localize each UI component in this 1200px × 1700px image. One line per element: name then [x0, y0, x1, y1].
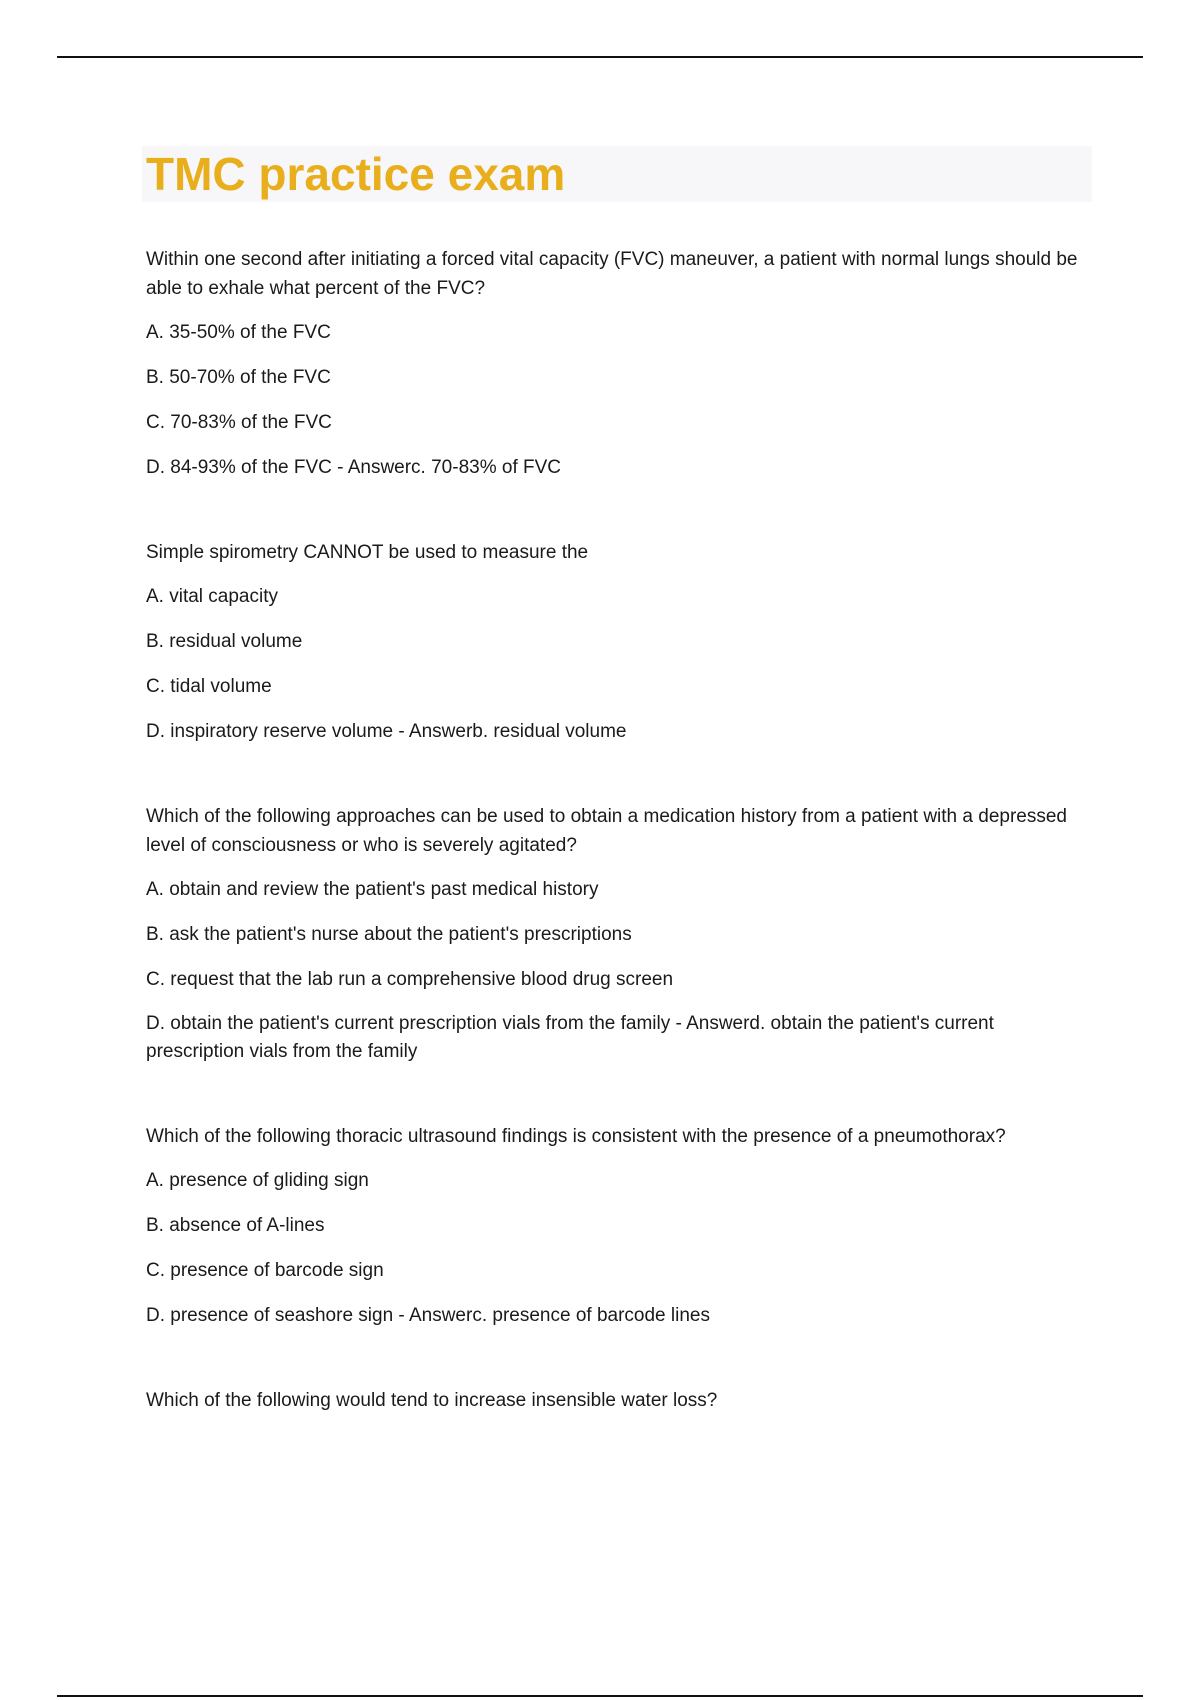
option-c: C. request that the lab run a comprehensive blood drug screen [146, 969, 674, 990]
question-text: Within one second after initiating a forced vital capacity (FVC) maneuver, a patient with normal lungs should be able to exhale what percent of the FVC? [146, 249, 1078, 299]
option-b: B. residual volume [146, 631, 303, 652]
page-title: TMC practice exam [146, 148, 566, 200]
option-c: C. 70-83% of the FVC [146, 412, 332, 433]
question-list [146, 245, 1091, 1471]
question-2 [146, 538, 1091, 746]
question-4 [146, 1122, 1091, 1330]
question-text: Which of the following would tend to increase insensible water loss? [146, 1390, 718, 1411]
question-text: Simple spirometry CANNOT be used to measure the [146, 542, 589, 563]
question-3 [146, 802, 1091, 1066]
bottom-rule [57, 1695, 1143, 1697]
option-c: C. tidal volume [146, 676, 272, 697]
option-d-with-answer: D. 84-93% of the FVC - Answerc. 70-83% of FVC [146, 457, 562, 478]
option-a: A. vital capacity [146, 586, 278, 607]
option-a: A. 35-50% of the FVC [146, 322, 331, 343]
option-a: A. presence of gliding sign [146, 1170, 369, 1191]
option-a: A. obtain and review the patient's past medical history [146, 879, 599, 900]
option-d-with-answer: D. presence of seashore sign - Answerc. presence of barcode lines [146, 1305, 710, 1326]
question-5 [146, 1386, 1091, 1415]
question-1 [146, 245, 1091, 482]
option-d-with-answer: D. inspiratory reserve volume - Answerb. residual volume [146, 721, 627, 742]
question-text: Which of the following thoracic ultrasound findings is consistent with the presence of a pneumothorax? [146, 1126, 1006, 1147]
option-b: B. 50-70% of the FVC [146, 367, 331, 388]
question-text: Which of the following approaches can be used to obtain a medication history from a patient with a depressed level of consciousness or who is severely agitated? [146, 806, 1067, 856]
option-b: B. ask the patient's nurse about the patient's prescriptions [146, 924, 632, 945]
option-b: B. absence of A-lines [146, 1215, 325, 1236]
option-c: C. presence of barcode sign [146, 1260, 384, 1281]
top-rule [57, 56, 1143, 58]
option-d-with-answer: D. obtain the patient's current prescription vials from the family - Answerd. obtain the patient's current prescription vials from the family [146, 1013, 994, 1062]
